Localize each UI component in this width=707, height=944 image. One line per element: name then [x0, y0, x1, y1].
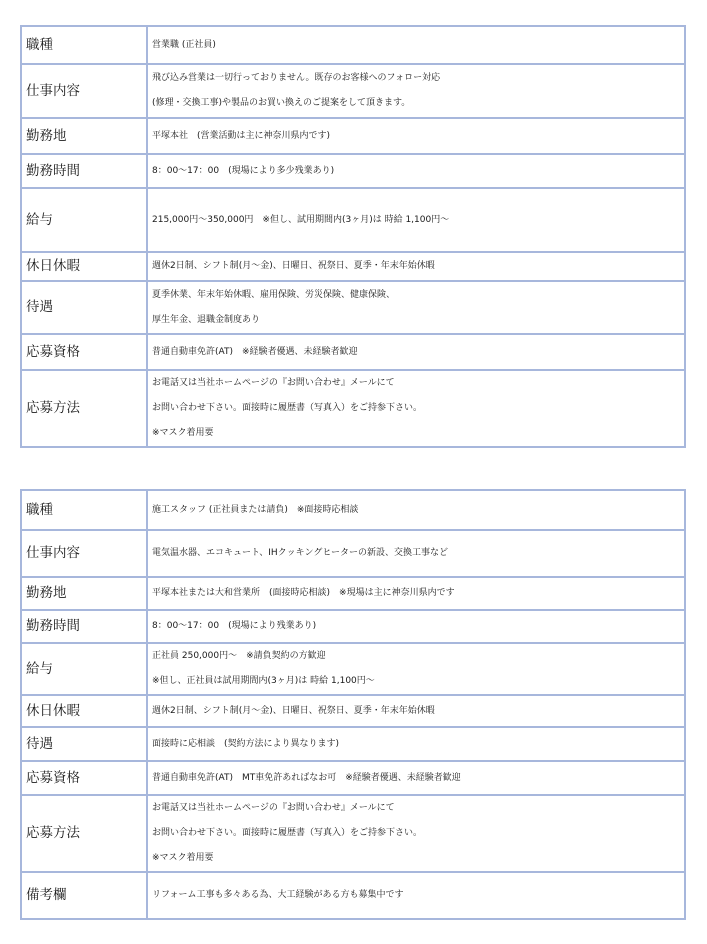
row-label: 休日休暇 — [21, 252, 147, 281]
table-row — [21, 490, 685, 530]
value-line: お電話又は当社ホームページの『お問い合わせ』メールにて — [152, 378, 395, 388]
table-row — [21, 334, 685, 370]
value-line: お問い合わせ下さい。面接時に履歴書（写真入）をご持参下さい。 — [152, 828, 423, 838]
table-row — [21, 281, 685, 334]
row-value — [147, 643, 685, 695]
value-line: リフォーム工事も多々ある為、大工経験がある方も募集中です — [152, 890, 404, 900]
value-line: 面接時に応相談 (契約方法により異なります) — [152, 738, 340, 749]
row-value — [147, 281, 685, 334]
row-label: 勤務時間 — [21, 610, 147, 643]
value-line: 8：00～17：00 (現場により残業あり) — [152, 621, 317, 631]
table-row — [21, 154, 685, 188]
row-label: 給与 — [21, 188, 147, 252]
row-value — [147, 370, 685, 447]
table-row — [21, 252, 685, 281]
table-row — [21, 695, 685, 727]
table-row — [21, 26, 685, 64]
table-row — [21, 118, 685, 154]
row-value — [147, 490, 685, 530]
value-line: ※マスク着用要 — [152, 853, 214, 863]
row-value — [147, 154, 685, 188]
table-row — [21, 370, 685, 447]
row-label: 休日休暇 — [21, 695, 147, 727]
row-value — [147, 727, 685, 761]
row-label: 応募資格 — [21, 761, 147, 795]
job-table-sales — [20, 25, 686, 448]
value-line: 215,000円～350,000円 ※但し、試用期間内(3ヶ月)は 時給 1,100円～ — [152, 214, 450, 225]
row-value — [147, 795, 685, 872]
value-line: 週休2日制、シフト制(月～金)、日曜日、祝祭日、夏季・年末年始休暇 — [152, 261, 435, 271]
table-row — [21, 188, 685, 252]
value-line: お電話又は当社ホームページの『お問い合わせ』メールにて — [152, 803, 395, 813]
value-line: 普通自動車免許(AT) MT車免許あればなお可 ※経験者優遇、未経験者歓迎 — [152, 772, 461, 783]
value-line: (修理・交換工事)や製品のお買い換えのご提案をして頂きます。 — [152, 98, 411, 108]
table-row — [21, 530, 685, 577]
value-line: お問い合わせ下さい。面接時に履歴書（写真入）をご持参下さい。 — [152, 403, 423, 413]
row-value — [147, 334, 685, 370]
value-line: 営業職 (正社員) — [152, 39, 216, 50]
row-value — [147, 118, 685, 154]
value-line: 普通自動車免許(AT) ※経験者優遇、未経験者歓迎 — [152, 346, 358, 357]
row-label: 勤務地 — [21, 118, 147, 154]
row-label: 仕事内容 — [21, 64, 147, 118]
value-line: ※マスク着用要 — [152, 428, 214, 438]
row-label: 職種 — [21, 26, 147, 64]
table-row — [21, 610, 685, 643]
value-line: 週休2日制、シフト制(月～金)、日曜日、祝祭日、夏季・年末年始休暇 — [152, 705, 435, 716]
row-value — [147, 188, 685, 252]
row-value — [147, 577, 685, 610]
row-value — [147, 695, 685, 727]
value-line: ※但し、正社員は試用期間内(3ヶ月)は 時給 1,100円～ — [152, 676, 375, 686]
table-row — [21, 577, 685, 610]
row-value — [147, 761, 685, 795]
value-line: 8：00～17：00 (現場により多少残業あり) — [152, 165, 335, 176]
value-line: 正社員 250,000円～ ※請負契約の方歓迎 — [152, 651, 326, 661]
row-label: 備考欄 — [21, 872, 147, 919]
row-label: 応募方法 — [21, 795, 147, 872]
row-value — [147, 64, 685, 118]
table-row — [21, 727, 685, 761]
row-label: 勤務時間 — [21, 154, 147, 188]
table-row — [21, 872, 685, 919]
row-label: 給与 — [21, 643, 147, 695]
table-row — [21, 795, 685, 872]
table-row — [21, 64, 685, 118]
row-value — [147, 252, 685, 281]
row-label: 待遇 — [21, 727, 147, 761]
table-row — [21, 643, 685, 695]
job-table-construction — [20, 489, 686, 920]
row-value — [147, 530, 685, 577]
row-label: 応募資格 — [21, 334, 147, 370]
value-line: 飛び込み営業は一切行っておりません。既存のお客様へのフォロー対応 — [152, 73, 441, 83]
value-line: 電気温水器、エコキュート、IHクッキングヒーターの新設、交換工事など — [152, 548, 448, 558]
table-row — [21, 761, 685, 795]
value-line: 夏季休業、年末年始休暇、雇用保険、労災保険、健康保険、 — [152, 289, 396, 300]
row-label: 職種 — [21, 490, 147, 530]
row-label: 待遇 — [21, 281, 147, 334]
row-value — [147, 872, 685, 919]
value-line: 施工スタッフ (正社員または請負) ※面接時応相談 — [152, 504, 359, 515]
value-line: 平塚本社または大和営業所 (面接時応相談) ※現場は主に神奈川県内です — [152, 588, 455, 598]
value-line: 厚生年金、退職金制度あり — [152, 314, 261, 325]
row-value — [147, 610, 685, 643]
row-label: 勤務地 — [21, 577, 147, 610]
row-value — [147, 26, 685, 64]
row-label: 応募方法 — [21, 370, 147, 447]
row-label: 仕事内容 — [21, 530, 147, 577]
value-line: 平塚本社 (営業活動は主に神奈川県内です) — [152, 130, 331, 141]
